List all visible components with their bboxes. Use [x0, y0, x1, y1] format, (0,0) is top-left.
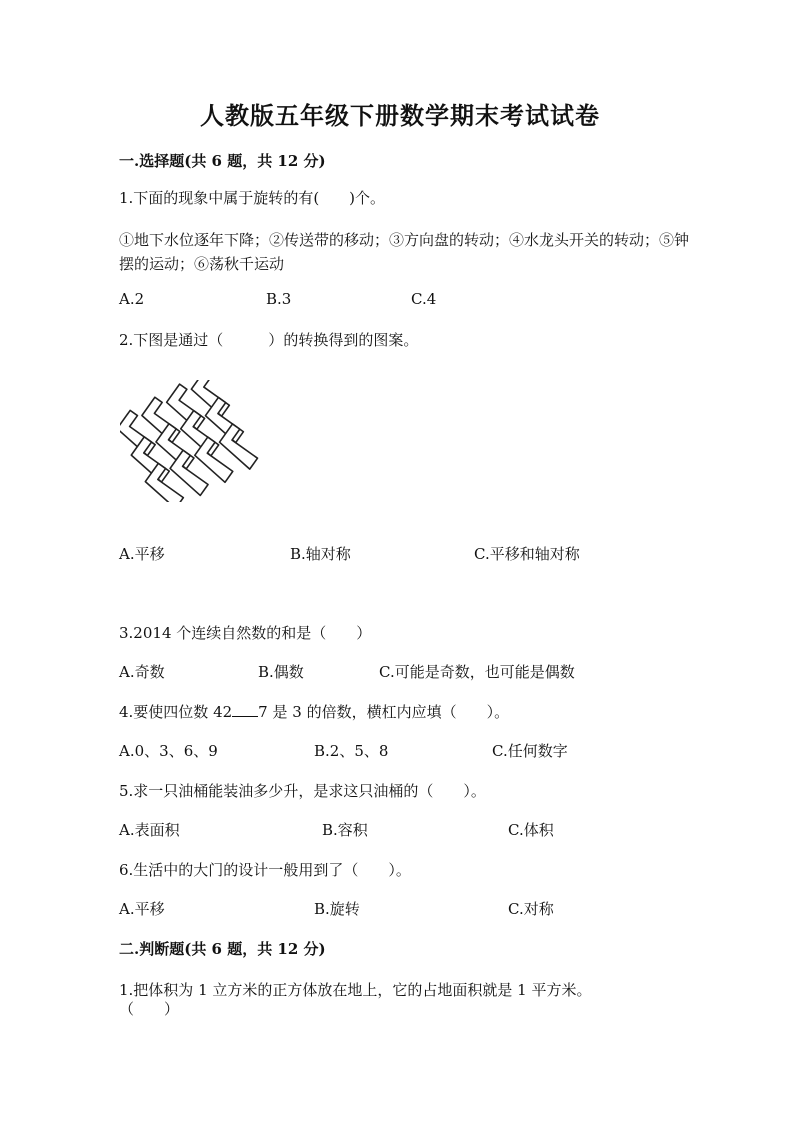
- page-title: 人教版五年级下册数学期末考试试卷: [200, 101, 600, 130]
- question-2-stem: 2.下图是通过（ ）的转换得到的图案。: [119, 331, 419, 349]
- question-4-stem-before: 4.要使四位数 42: [119, 703, 233, 721]
- question-1-detail: ①地下水位逐年下降；②传送带的移动；③方向盘的转动；④水龙头开关的转动；⑤钟摆的运动；⑥荡秋千运动: [119, 231, 690, 273]
- question-1-stem: 1.下面的现象中属于旋转的有( )个。: [119, 189, 386, 207]
- question-3-stem: 3.2014 个连续自然数的和是（ ）: [119, 624, 372, 642]
- question-4-blank: [232, 700, 258, 717]
- question-1-option-b: B.3: [266, 290, 292, 308]
- tessellation-pattern-figure: [120, 380, 268, 502]
- question-5-option-c: C.体积: [508, 821, 554, 839]
- question-2-option-b: B.轴对称: [290, 545, 351, 563]
- question-5-stem: 5.求一只油桶能装油多少升，是求这只油桶的（ ）。: [119, 782, 486, 800]
- question-2-option-a: A.平移: [119, 545, 165, 563]
- question-4-stem-after: 7 是 3 的倍数，横杠内应填（ ）。: [258, 703, 510, 721]
- question-3-option-a: A.奇数: [119, 663, 165, 681]
- question-5-option-b: B.容积: [322, 821, 368, 839]
- question-5-option-a: A.表面积: [119, 821, 180, 839]
- section-heading-choice: 一.选择题(共 6 题，共 12 分): [119, 152, 326, 170]
- question-4-stem: [119, 700, 689, 724]
- judgement-question-1-stem: 1.把体积为 1 立方米的正方体放在地上，它的占地面积就是 1 平方米。: [119, 981, 592, 999]
- section-heading-judgement: 二.判断题(共 6 题，共 12 分): [119, 940, 326, 958]
- question-4-option-a: A.0、3、6、9: [119, 742, 218, 760]
- question-6-option-a: A.平移: [119, 900, 165, 918]
- question-4-option-c: C.任何数字: [492, 742, 568, 760]
- question-6-option-c: C.对称: [508, 900, 554, 918]
- question-6-stem: 6.生活中的大门的设计一般用到了（ ）。: [119, 861, 411, 879]
- question-3-option-c: C.可能是奇数，也可能是偶数: [379, 663, 575, 681]
- question-2-option-c: C.平移和轴对称: [474, 545, 580, 563]
- question-4-option-b: B.2、5、8: [314, 742, 389, 760]
- question-3-option-b: B.偶数: [258, 663, 304, 681]
- question-6-option-b: B.旋转: [314, 900, 360, 918]
- question-1-option-c: C.4: [411, 290, 437, 308]
- judgement-question-1-answer-blank: （ ）: [119, 1000, 180, 1018]
- question-1-option-a: A.2: [119, 290, 145, 308]
